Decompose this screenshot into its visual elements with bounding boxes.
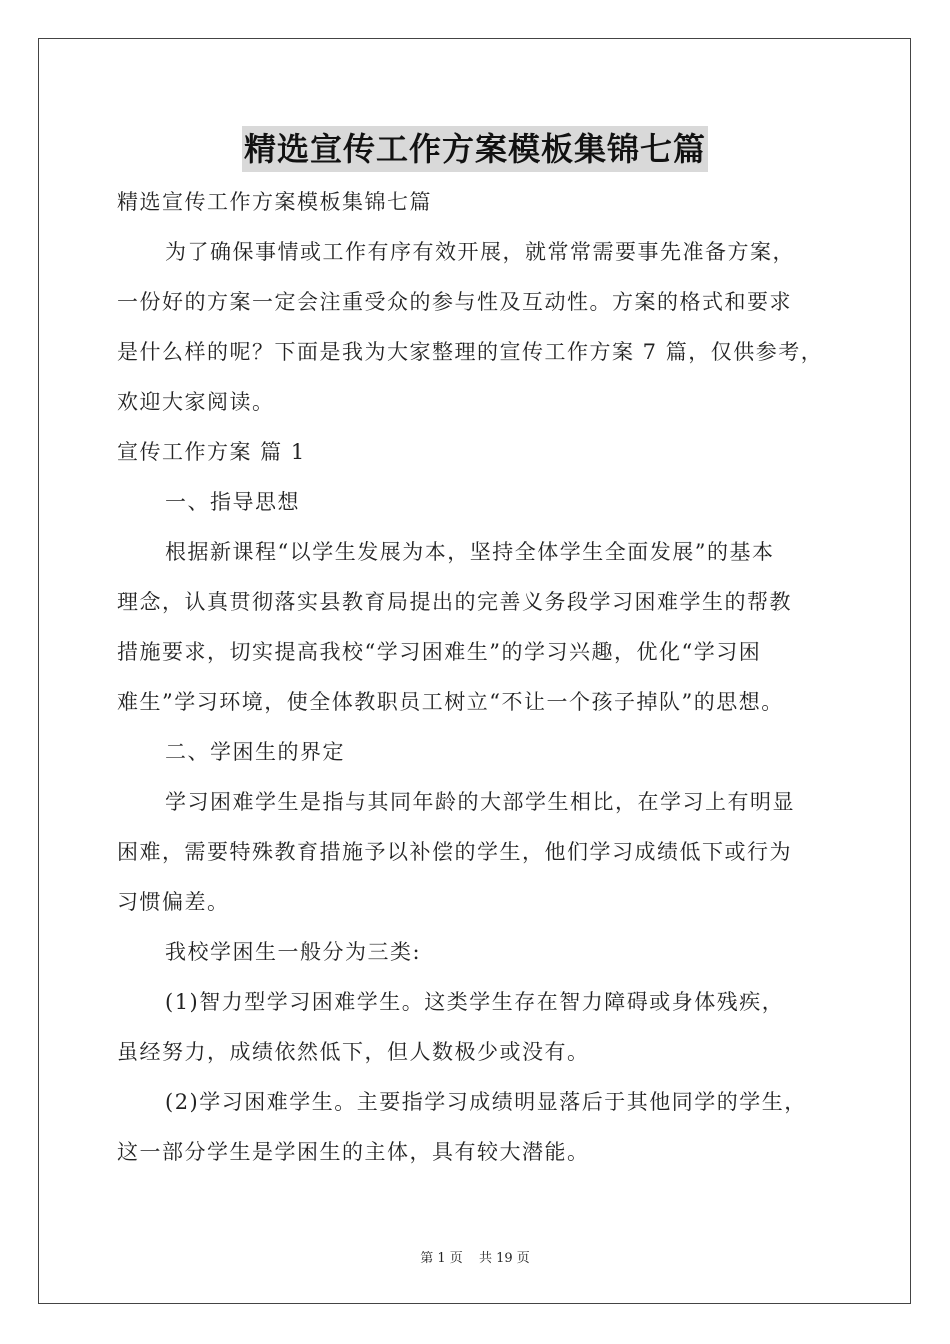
text-line: 为了确保事情或工作有序有效开展，就常常需要事先准备方案， xyxy=(165,240,795,264)
text-line: 措施要求，切实提高我校“学习困难生”的学习兴趣，优化“学习困 xyxy=(117,640,762,664)
page-number: 第 1 页 xyxy=(420,1251,463,1266)
text-line: 虽经努力，成绩依然低下，但人数极少或没有。 xyxy=(117,1040,590,1064)
text-line: (2)学习困难学生。主要指学习成绩明显落后于其他同学的学生， xyxy=(165,1090,807,1114)
document-body xyxy=(117,177,857,1177)
text-line: 困难，需要特殊教育措施予以补偿的学生，他们学习成绩低下或行为 xyxy=(117,840,792,864)
title-container xyxy=(0,126,950,172)
page-footer xyxy=(0,1247,950,1266)
text-line: 欢迎大家阅读。 xyxy=(117,390,275,414)
text-line: 根据新课程“以学生发展为本，坚持全体学生全面发展”的基本 xyxy=(165,540,775,564)
document-title: 精选宣传工作方案模板集锦七篇 xyxy=(242,126,708,172)
text-line: 学习困难学生是指与其同年龄的大部学生相比，在学习上有明显 xyxy=(165,790,795,814)
text-line: (1)智力型学习困难学生。这类学生存在智力障碍或身体残疾， xyxy=(165,990,785,1014)
text-line: 宣传工作方案 篇 1 xyxy=(117,440,306,464)
text-line: 是什么样的呢？下面是我为大家整理的宣传工作方案 7 篇，仅供参考， xyxy=(117,340,824,364)
text-line: 难生”学习环境，使全体教职员工树立“不让一个孩子掉队”的思想。 xyxy=(117,690,784,714)
text-line: 习惯偏差。 xyxy=(117,890,230,914)
text-line: 二、学困生的界定 xyxy=(165,740,345,764)
text-line: 一份好的方案一定会注重受众的参与性及互动性。方案的格式和要求 xyxy=(117,290,792,314)
text-line: 理念，认真贯彻落实县教育局提出的完善义务段学习困难学生的帮教 xyxy=(117,590,792,614)
text-line: 精选宣传工作方案模板集锦七篇 xyxy=(117,190,432,214)
text-line: 一、指导思想 xyxy=(165,490,300,514)
page-total: 共 19 页 xyxy=(478,1251,530,1266)
text-line: 这一部分学生是学困生的主体，具有较大潜能。 xyxy=(117,1140,590,1164)
text-line: 我校学困生一般分为三类: xyxy=(165,940,422,964)
